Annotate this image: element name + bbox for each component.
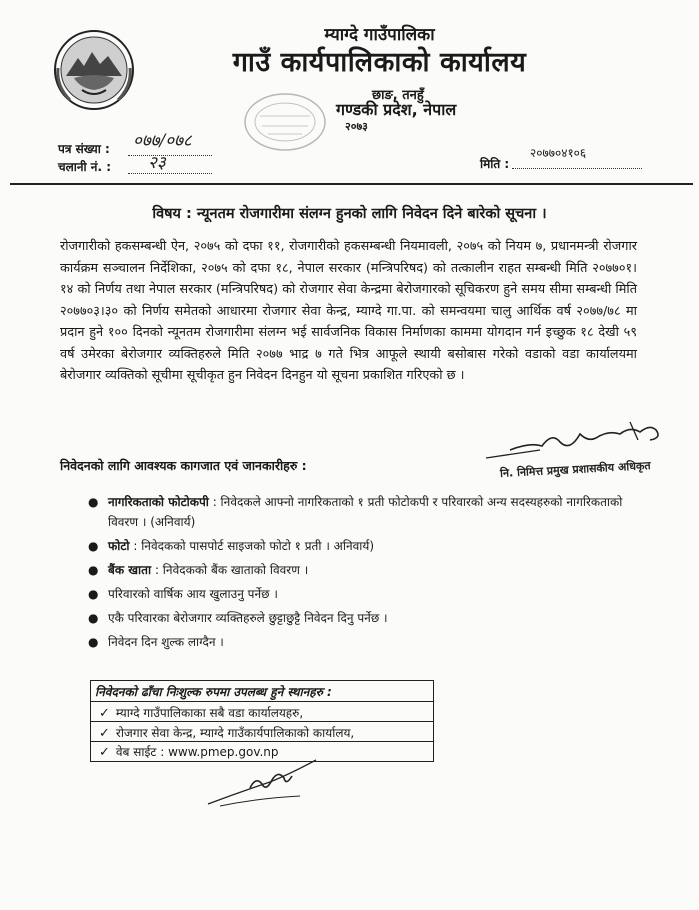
availability-row [99, 724, 354, 741]
check-icon: ✓ [99, 745, 110, 760]
item-text: : निवेदकले आफ्नो नागरिकताको १ प्रती फोटोकपी र परिवारको अन्य सदस्यहरुको नागरिकताको विवरण । (अनिवार्य) [108, 495, 623, 529]
box-divider [91, 741, 433, 742]
address-line-2: गण्डकी प्रदेश, नेपाल [336, 100, 457, 119]
date-label: मिति : [480, 157, 510, 171]
item-text: : निवेदकको बैंक खाताको विवरण । [151, 563, 309, 577]
bullet-icon: ● [88, 635, 99, 649]
item-bold: फोटो [108, 539, 130, 553]
availability-row [99, 704, 303, 721]
list-item [88, 608, 648, 628]
list-item [88, 584, 648, 604]
patra-sankhya-line [128, 155, 212, 156]
list-item [88, 492, 648, 532]
patra-sankhya-value: ०७७/०७८ [133, 131, 192, 151]
chalani-label: चलानी नं. : [58, 160, 112, 174]
municipality-name: म्याग्दे गाउँपालिका [324, 25, 435, 45]
established-year: २०७३ [345, 120, 368, 133]
patra-sankhya-label: पत्र संख्या : [58, 142, 110, 156]
chalani-line [128, 173, 212, 174]
box-divider [91, 721, 433, 722]
check-icon: ✓ [99, 706, 110, 721]
office-stamp-icon [240, 86, 350, 156]
bullet-icon: ● [88, 495, 99, 509]
date-line [512, 168, 642, 169]
body-paragraph: रोजगारीको हकसम्बन्धी ऐन, २०७५ को दफा ११, रोजगारीको हकसम्बन्धी नियमावली, २०७५ को नियम ७, प्रधानमन्त्री रोजगार कार्यक्रम सञ्चालन निर्देशिका, २०७५ को दफा १८, नेपाल सरकार (मन्त्रिपरिषद) को तत्कालीन राहत सम्बन्धी मिति २०७७०१।१४ को निर्णय तथा नेपाल सरकार (मन्त्रिपरिषद) को रोजगार सेवा केन्द्रमा बेरोजगारको सूचिकरण हुने समय सीमा सम्बन्धी मिति २०७७०३।३० को निर्णय समेतको आधारमा रोजगार सेवा केन्द्र, म्याग्दे गा.पा. को समन्वयमा चालु आर्थिक वर्ष २०७७/७८ मा प्रदान हुने १०० दिनको न्यूनतम रोजगारीमा संलग्न भई सार्वजनिक विकास निर्माणका काममा योगदान गर्न इच्छुक १८ देखी ५९ वर्ष उमेरका बेरोजगार व्यक्तिहरुले मिति २०७७ भाद्र ७ गते भित्र आफूले स्थायी बसोबास गरेको वडाको वडा कार्यालयमा बेरोजगार व्यक्तिको सूचीमा सूचीकृत हुन निवेदन दिनहुन यो सूचना प्रकाशित गरिएको छ । [60, 239, 637, 383]
availability-row-text: रोजगार सेवा केन्द्र, म्याग्दे गाउँकार्यपालिकाको कार्यालय, [115, 726, 355, 740]
availability-row-text: वेब साईट : www.pmep.gov.np [115, 745, 279, 759]
address-line-1: छाङ, तनहुँ [372, 88, 424, 103]
item-text: निवेदन दिन शुल्क लाग्दैन । [108, 635, 224, 649]
office-name: गाउँ कार्यपालिकाको कार्यालय [232, 47, 527, 78]
item-text: परिवारको वार्षिक आय खुलाउनु पर्नेछ । [108, 587, 278, 601]
header-rule [10, 183, 693, 185]
initials-signature-icon [200, 752, 330, 812]
item-text: एकै परिवारका बेरोजगार व्यक्तिहरुले छुट्टाछुट्टै निवेदन दिनु पर्नेछ । [108, 611, 388, 625]
item-text: : निवेदकको पासपोर्ट साइजको फोटो १ प्रती । अनिवार्य) [129, 539, 375, 553]
bullet-icon: ● [88, 587, 99, 601]
list-item [88, 632, 648, 652]
subject: विषय : न्यूनतम रोजगारीमा संलग्न हुनको लागि निवेदन दिने बारेको सूचना । [152, 206, 547, 222]
box-divider [91, 701, 433, 702]
list-item [88, 536, 648, 556]
requirements-heading: निवेदनको लागि आवश्यक कागजात एवं जानकारीहरु : [60, 458, 307, 473]
bullet-icon: ● [88, 539, 99, 553]
item-bold: बैंक खाता [108, 563, 152, 577]
bullet-icon: ● [88, 563, 99, 577]
check-icon: ✓ [99, 726, 110, 741]
availability-box [90, 680, 434, 762]
availability-box-title: निवेदनको ढाँचा निःशुल्क रुपमा उपलब्ध हुने स्थानहरु : [95, 685, 332, 699]
bullet-icon: ● [88, 611, 99, 625]
requirements-list [88, 492, 648, 656]
list-item [88, 560, 648, 580]
signature-caption: नि. निमित्त प्रमुख प्रशासकीय अधिकृत [499, 459, 651, 480]
chalani-value: २३ [148, 153, 166, 173]
item-bold: नागरिकताको फोटोकपी [108, 495, 209, 509]
availability-row-text: म्याग्दे गाउँपालिकाका सबै वडा कार्यालयहरु, [115, 706, 304, 720]
date-value: २०७७०४१०६ [530, 146, 587, 160]
